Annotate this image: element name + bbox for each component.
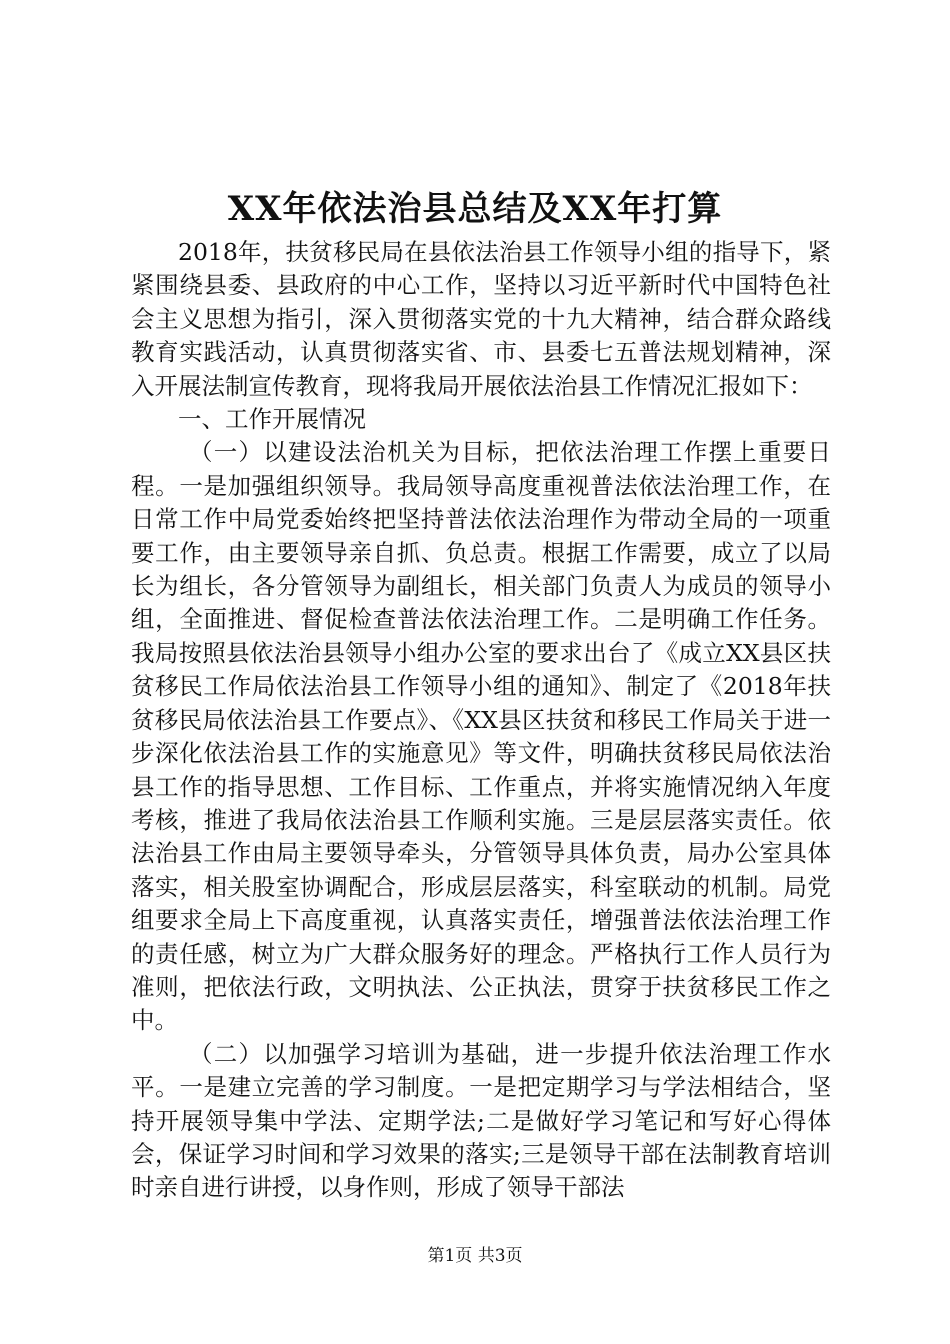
document-body <box>131 236 831 1205</box>
section-two-paragraph: （二）以加强学习培训为基础，进一步提升依法治理工作水平。一是建立完善的学习制度。一是把定期学习与学法相结合，坚持开展领导集中学法、定期学法;二是做好学习笔记和写好心得体会，保证学习时间和学习效果的落实;三是领导干部在法制教育培训时亲自进行讲授，以身作则，形成了领导干部法 <box>131 1039 831 1202</box>
page-number-footer: 第1页 共3页 <box>427 1246 523 1266</box>
section-heading: 一、工作开展情况 <box>178 405 366 434</box>
section-one-paragraph: （一）以建设法治机关为目标，把依法治理工作摆上重要日程。一是加强组织领导。我局领导高度重视普法依法治理工作，在日常工作中局党委始终把坚持普法依法治理作为带动全局的一项重要工作，由主要领导亲自抓、负总责。根据工作需要，成立了以局长为组长，各分管领导为副组长，相关部门负责人为成员的领导小组，全面推进、督促检查普法依法治理工作。二是明确工作任务。我局按照县依法治县领导小组办公室的要求出台了《成立XX县区扶贫移民工作局依法治县工作领导小组的通知》、制定了《2018年扶贫移民局依法治县工作要点》、《XX县区扶贫和移民工作局关于进一步深化依法治县工作的实施意见》等文件，明确扶贫移民局依法治县工作的指导思想、工作目标、工作重点，并将实施情况纳入年度考核，推进了我局依法治县工作顺利实施。三是层层落实责任。依法治县工作由局主要领导牵头，分管领导具体负责，局办公室具体落实，相关股室协调配合，形成层层落实，科室联动的机制。局党组要求全局上下高度重视，认真落实责任，增强普法依法治理工作的责任感，树立为广大群众服务好的理念。严格执行工作人员行为准则，把依法行政，文明执法、公正执法，贯穿于扶贫移民工作之中。 <box>131 438 831 1035</box>
document-title: XX年依法治县总结及XX年打算 <box>227 189 723 229</box>
intro-paragraph: 2018年，扶贫移民局在县依法治县工作领导小组的指导下，紧紧围绕县委、县政府的中心工作，坚持以习近平新时代中国特色社会主义思想为指引，深入贯彻落实党的十九大精神，结合群众路线教育实践活动，认真贯彻落实省、市、县委七五普法规划精神，深入开展法制宣传教育，现将我局开展依法治县工作情况汇报如下： <box>131 238 831 400</box>
